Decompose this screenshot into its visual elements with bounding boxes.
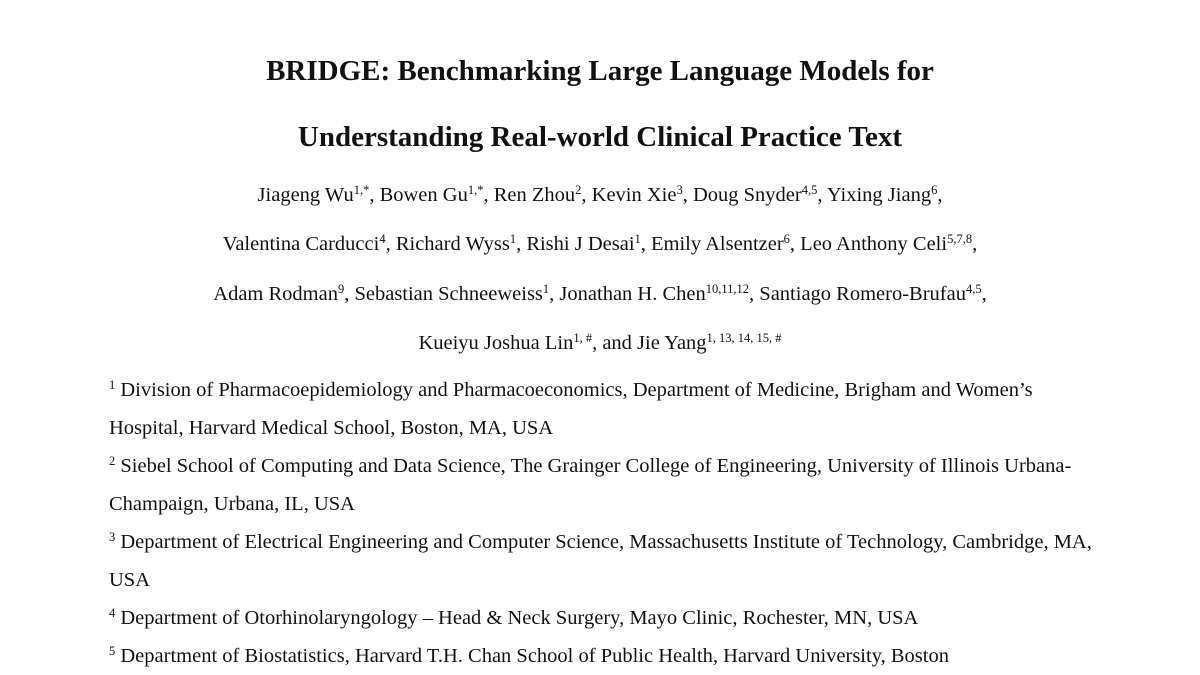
author-separator: , xyxy=(344,283,355,305)
author xyxy=(380,184,494,206)
affiliation-text: Department of Biostatistics, Harvard T.H. Chan School of Public Health, Harvard University, Boston xyxy=(120,645,949,667)
author-affiliation-marks: 6 xyxy=(931,183,938,197)
author-separator: , xyxy=(483,184,494,206)
author-affiliation-marks: 5,7,8 xyxy=(947,232,973,246)
author-name: Jiageng Wu xyxy=(257,184,354,206)
author xyxy=(602,332,781,354)
author-separator: , xyxy=(385,233,396,255)
author-name: Doug Snyder xyxy=(692,184,802,206)
author-affiliation-marks: 10,11,12 xyxy=(705,282,750,296)
author-affiliation-marks: 1 xyxy=(634,232,641,246)
author xyxy=(258,184,380,206)
affiliation-4 xyxy=(109,599,1099,637)
author xyxy=(494,184,592,206)
author-separator: , xyxy=(369,184,380,206)
author-name: Kevin Xie xyxy=(591,184,677,206)
author-affiliation-marks: 4 xyxy=(379,232,386,246)
author-separator: , xyxy=(789,233,801,255)
author-affiliation-marks: 1 xyxy=(542,282,550,296)
author-separator: , xyxy=(749,283,760,305)
author-affiliation-marks: 1, # xyxy=(573,331,593,345)
author xyxy=(693,184,827,206)
affiliation-text: Siebel School of Computing and Data Science, The Grainger College of Engineering, University of Illinois Urbana-Champaign, Urbana, IL, USA xyxy=(109,455,1072,515)
author xyxy=(759,283,986,305)
affiliation-text: Department of Otorhinolaryngology – Head & Neck Surgery, Mayo Clinic, Rochester, MN, USA xyxy=(120,607,919,629)
author xyxy=(354,283,559,305)
affiliations-list xyxy=(109,371,1099,675)
author-affiliation-marks: 1 xyxy=(509,232,517,246)
author xyxy=(827,184,943,206)
author-name: and Jie Yang xyxy=(602,332,707,354)
paper-title-line-1: BRIDGE: Benchmarking Large Language Models for xyxy=(266,55,934,87)
affiliation-number: 1 xyxy=(109,378,116,392)
author-separator: , xyxy=(981,283,987,305)
author xyxy=(592,184,693,206)
author xyxy=(396,233,526,255)
author-separator: , xyxy=(592,332,603,354)
author-affiliation-marks: 1,* xyxy=(353,183,370,197)
author xyxy=(651,233,800,255)
author-separator: , xyxy=(640,233,652,255)
affiliation-3 xyxy=(109,523,1099,599)
author-name: Santiago Romero-Brufau xyxy=(759,283,966,305)
affiliation-text: Department of Electrical Engineering and Computer Science, Massachusetts Institute of Technology, Cambridge, MA, USA xyxy=(109,531,1092,591)
author-name: Emily Alsentzer xyxy=(651,233,784,255)
author-affiliation-marks: 2 xyxy=(575,183,582,197)
author xyxy=(526,233,651,255)
author-affiliation-marks: 4,5 xyxy=(965,282,982,296)
author-affiliation-marks: 1, 13, 14, 15, # xyxy=(706,331,782,345)
affiliation-number: 4 xyxy=(109,606,116,620)
author-separator: , xyxy=(937,184,943,206)
author-separator: , xyxy=(549,283,560,305)
author-separator: , xyxy=(516,233,527,255)
author-name: Jonathan H. Chen xyxy=(559,283,706,305)
author-separator: , xyxy=(817,184,827,206)
author-affiliation-marks: 3 xyxy=(676,183,683,197)
author-affiliation-marks: 6 xyxy=(783,232,790,246)
author-name: Adam Rodman xyxy=(213,283,338,305)
author-affiliation-marks: 1,* xyxy=(467,183,484,197)
affiliation-text: Division of Pharmacoepidemiology and Pharmacoeconomics, Department of Medicine, Brigham and Women’s Hospital, Harvard Medical School, Boston, MA, USA xyxy=(109,379,1033,439)
author-separator: , xyxy=(972,233,978,255)
author-name: Richard Wyss xyxy=(395,233,510,255)
affiliation-1 xyxy=(109,371,1099,447)
affiliation-5 xyxy=(109,637,1099,675)
author xyxy=(559,283,759,305)
author-name: Yixing Jiang xyxy=(826,184,932,206)
author-name: Kueiyu Joshua Lin xyxy=(418,332,574,354)
author xyxy=(418,332,602,354)
author-name: Rishi J Desai xyxy=(526,233,635,255)
author-line-4 xyxy=(0,330,1200,356)
author-name: Leo Anthony Celi xyxy=(800,233,948,255)
author xyxy=(223,233,396,255)
author-affiliation-marks: 4,5 xyxy=(801,183,818,197)
affiliation-number: 3 xyxy=(109,530,116,544)
author-separator: , xyxy=(682,184,693,206)
author-name: Bowen Gu xyxy=(379,184,468,206)
author-name: Valentina Carducci xyxy=(222,233,380,255)
author-name: Ren Zhou xyxy=(493,184,576,206)
author-separator: , xyxy=(581,184,592,206)
affiliation-number: 2 xyxy=(109,454,116,468)
author-line-3 xyxy=(0,281,1200,307)
author-affiliation-marks: 9 xyxy=(337,282,345,296)
affiliation-number: 5 xyxy=(109,644,116,658)
author xyxy=(800,233,977,255)
author-line-2 xyxy=(0,231,1200,257)
author-line-1 xyxy=(0,182,1200,208)
affiliation-2 xyxy=(109,447,1099,523)
author xyxy=(213,283,354,305)
paper-title-line-2: Understanding Real-world Clinical Practice Text xyxy=(297,121,903,153)
author-name: Sebastian Schneeweiss xyxy=(354,283,543,305)
